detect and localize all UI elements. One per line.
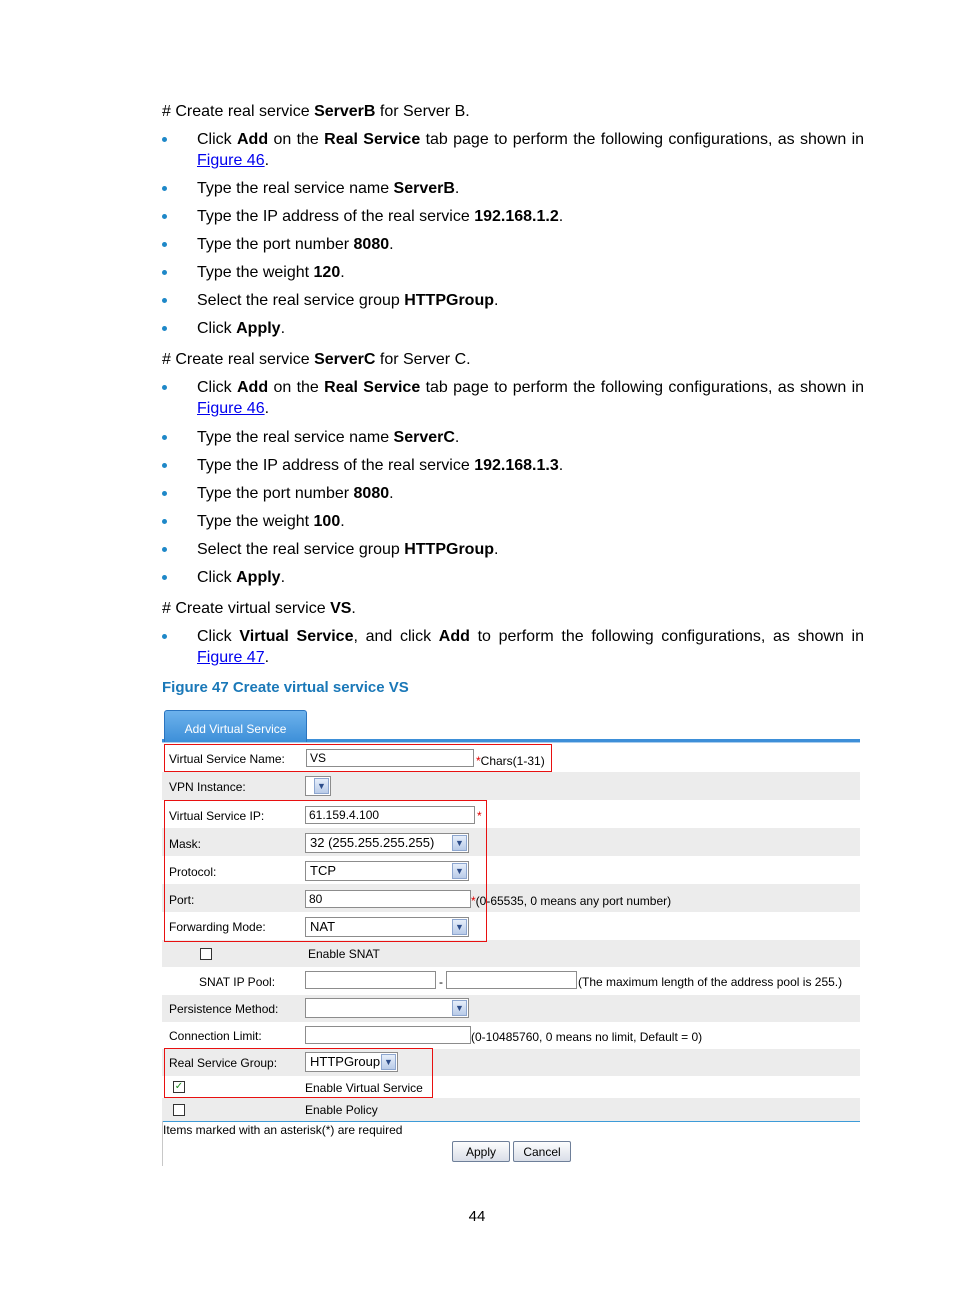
row-connection-limit [162,1022,860,1049]
connection-limit-input[interactable] [305,1026,471,1044]
mask-label: Mask: [169,837,202,851]
bullet-icon [162,575,167,580]
bullet-item: Click Add on the Real Service tab page to perform the following configurations, as shown in Figure 46. [162,377,864,419]
virtual-service-name-label: Virtual Service Name: [169,752,285,766]
port-note: *(0-65535, 0 means any port number) [471,894,672,908]
figure-caption: Figure 47 Create virtual service VS [162,679,409,696]
chevron-down-icon[interactable]: ▼ [452,1000,467,1016]
figure-46-link[interactable]: Figure 46 [197,152,265,169]
bullet-icon [162,435,167,440]
row-persistence-method [162,995,860,1022]
bullet-icon [162,326,167,331]
virtual-service-ip-input[interactable]: 61.159.4.100 [305,806,475,824]
vs-heading: # Create virtual service VS. [162,600,356,617]
bullet-icon [162,385,167,390]
figure-47-link[interactable]: Figure 47 [197,649,265,666]
bullet-item: Click Virtual Service, and click Add to perform the following configurations, as shown in Figure 47. [162,626,864,668]
required-note: Items marked with an asterisk(*) are required [163,1123,403,1137]
highlight-box-name [164,744,552,772]
chevron-down-icon[interactable]: ▼ [452,863,467,879]
bullet-icon [162,634,167,639]
port-input[interactable]: 80 [305,890,471,908]
server-c-heading: # Create real service ServerC for Server C. [162,351,471,368]
chevron-down-icon[interactable]: ▼ [452,835,467,851]
snat-pool-start-input[interactable] [305,971,436,989]
enable-policy-checkbox[interactable] [173,1104,185,1116]
virtual-service-ip-label: Virtual Service IP: [169,809,265,823]
enable-policy-label: Enable Policy [305,1103,378,1117]
chevron-down-icon[interactable]: ▼ [381,1054,396,1070]
bullet-icon [162,214,167,219]
vpn-instance-select[interactable] [305,776,331,796]
row-vpn-instance [162,772,860,800]
bullet-icon [162,270,167,275]
highlight-box-network [164,800,487,942]
enable-virtual-service-label: Enable Virtual Service [305,1081,423,1095]
bullet-icon [162,463,167,468]
snat-ip-pool-label: SNAT IP Pool: [199,975,276,989]
figure-left-edge [162,1121,163,1166]
row-snat-ip-pool [162,967,860,995]
add-virtual-service-form [162,708,860,1166]
figure-46-link[interactable]: Figure 46 [197,400,265,417]
bullet-item: Click Add on the Real Service tab page to perform the following configurations, as shown in Figure 46. [162,129,864,171]
port-label: Port: [169,893,195,907]
enable-virtual-service-checkbox[interactable]: ✓ [174,1081,184,1092]
persistence-method-select[interactable] [305,998,469,1018]
real-service-group-label: Real Service Group: [169,1056,278,1070]
bullet-icon [162,137,167,142]
bullet-icon [162,186,167,191]
chevron-down-icon[interactable]: ▼ [314,778,329,794]
persistence-method-label: Persistence Method: [169,1002,279,1016]
enable-snat-label: Enable SNAT [308,947,380,961]
page-number: 44 [468,1208,486,1225]
pool-separator: - [439,975,443,989]
real-service-group-select[interactable]: HTTPGroup ▼ [305,1052,398,1072]
name-note: *Chars(1-31) [476,754,545,768]
protocol-select[interactable]: TCP ▼ [305,861,469,881]
forwarding-mode-label: Forwarding Mode: [169,920,266,934]
cancel-button[interactable]: Cancel [513,1141,571,1162]
highlight-box-group [164,1048,433,1098]
bullet-icon [162,547,167,552]
protocol-label: Protocol: [169,865,217,879]
snat-pool-end-input[interactable] [446,971,577,989]
server-b-heading: # Create real service ServerB for Server B. [162,103,470,120]
enable-snat-checkbox[interactable] [200,948,212,960]
chevron-down-icon[interactable]: ▼ [452,919,467,935]
required-asterisk: * [477,809,482,823]
apply-button[interactable]: Apply [452,1141,510,1162]
mask-select[interactable]: 32 (255.255.255.255) ▼ [305,833,469,853]
bullet-icon [162,491,167,496]
virtual-service-name-input[interactable]: VS [306,749,474,767]
pool-note: (The maximum length of the address pool is 255.) [578,975,843,989]
row-enable-snat [162,940,860,967]
row-enable-policy [162,1098,860,1122]
bullet-icon [162,298,167,303]
forwarding-mode-select[interactable]: NAT ▼ [305,917,469,937]
bullet-icon [162,519,167,524]
bullet-icon [162,242,167,247]
connection-limit-label: Connection Limit: [169,1029,262,1043]
connection-limit-note: (0-10485760, 0 means no limit, Default = 0) [471,1030,703,1044]
vpn-instance-label: VPN Instance: [169,780,246,794]
tab-add-virtual-service[interactable]: Add Virtual Service [164,710,307,742]
